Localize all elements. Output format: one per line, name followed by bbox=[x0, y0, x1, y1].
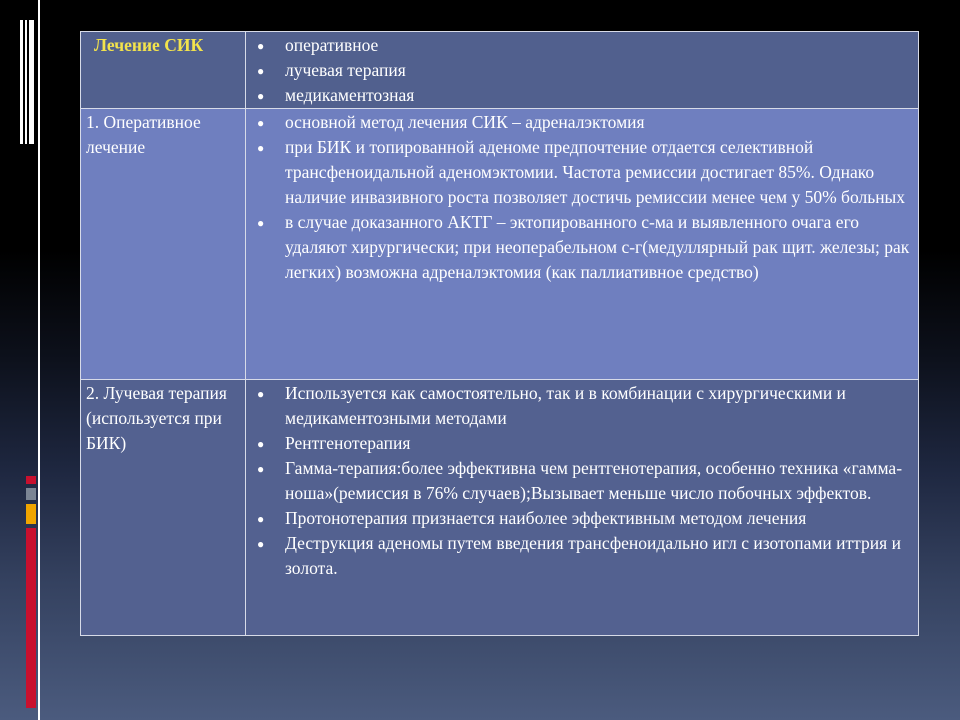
decorative-bars-top bbox=[20, 20, 36, 144]
treatment-table-grid bbox=[80, 31, 919, 636]
accent-bar-red-long bbox=[26, 528, 36, 708]
accent-bar-gray bbox=[26, 488, 36, 500]
table-cell-label bbox=[81, 109, 246, 380]
list-item: ● оперативное bbox=[250, 33, 914, 58]
bullet-icon: ● bbox=[257, 537, 265, 551]
table-cell-label bbox=[81, 32, 246, 109]
table-cell-items bbox=[246, 32, 919, 109]
table-cell-items bbox=[246, 380, 919, 636]
bullet-icon: ● bbox=[257, 89, 265, 103]
bullet-icon: ● bbox=[257, 512, 265, 526]
table-row-operative bbox=[81, 109, 919, 380]
list-item: ● Рентгенотерапия bbox=[250, 431, 914, 456]
bullet-list bbox=[250, 380, 914, 581]
bullet-icon: ● bbox=[257, 141, 265, 155]
list-item: ● при БИК и топированной аденоме предпочтение отдается селективной трансфеноидальной аденомэктомии. Частота ремиссии достигает 85%. Однако наличие инвазивного роста позволяет достичь ремиссии менее чем у 50% больных bbox=[257, 137, 906, 207]
bullet-list bbox=[250, 109, 914, 285]
bullet-icon: ● bbox=[257, 39, 265, 53]
table-row-header bbox=[81, 32, 919, 109]
row-label: 1. Оперативное лечение bbox=[86, 112, 201, 157]
list-item: ● лучевая терапия bbox=[250, 58, 914, 83]
accent-bar-red bbox=[26, 476, 36, 484]
list-item: ● Протонотерапия признается наиболее эффективным методом лечения bbox=[250, 506, 914, 531]
list-item: ● в случае доказанного АКТГ – эктопированного с-ма и выявленного очага его удаляют хирургически; при неоперабельном с-г(медуллярный рак щит. железы; рак легких) возможна адреналэктомия (как паллиативное средство) bbox=[257, 212, 910, 282]
list-item: ● Гамма-терапия:более эффективна чем рентгенотерапия, особенно техника «гамма-ноша»(ремиссия в 76% случаев);Вызывает меньше число побочных эффектов. bbox=[257, 458, 903, 503]
bullet-icon: ● bbox=[257, 437, 265, 451]
side-strip bbox=[38, 0, 40, 720]
table-cell-label bbox=[81, 380, 246, 636]
table-cell-items bbox=[246, 109, 919, 380]
bullet-icon: ● bbox=[257, 387, 265, 401]
treatment-table bbox=[80, 31, 919, 634]
row-label: 2. Лучевая терапия (используется при БИК) bbox=[86, 383, 227, 453]
list-item: ● Деструкция аденомы путем введения трансфеноидально игл с изотопами иттрия и золота. bbox=[257, 533, 901, 578]
list-item: ● основной метод лечения СИК – адреналэктомия bbox=[250, 110, 914, 135]
list-item: ● медикаментозная bbox=[250, 83, 914, 108]
table-heading: Лечение СИК bbox=[94, 35, 204, 55]
bullet-icon: ● bbox=[257, 462, 265, 476]
bullet-icon: ● bbox=[257, 64, 265, 78]
bullet-icon: ● bbox=[257, 216, 265, 230]
bullet-icon: ● bbox=[257, 116, 265, 130]
bullet-list bbox=[250, 32, 914, 108]
list-item: ● Используется как самостоятельно, так и в комбинации с хирургическими и медикаментозными методами bbox=[257, 383, 846, 428]
table-row-radiation bbox=[81, 380, 919, 636]
accent-bar-orange bbox=[26, 504, 36, 524]
